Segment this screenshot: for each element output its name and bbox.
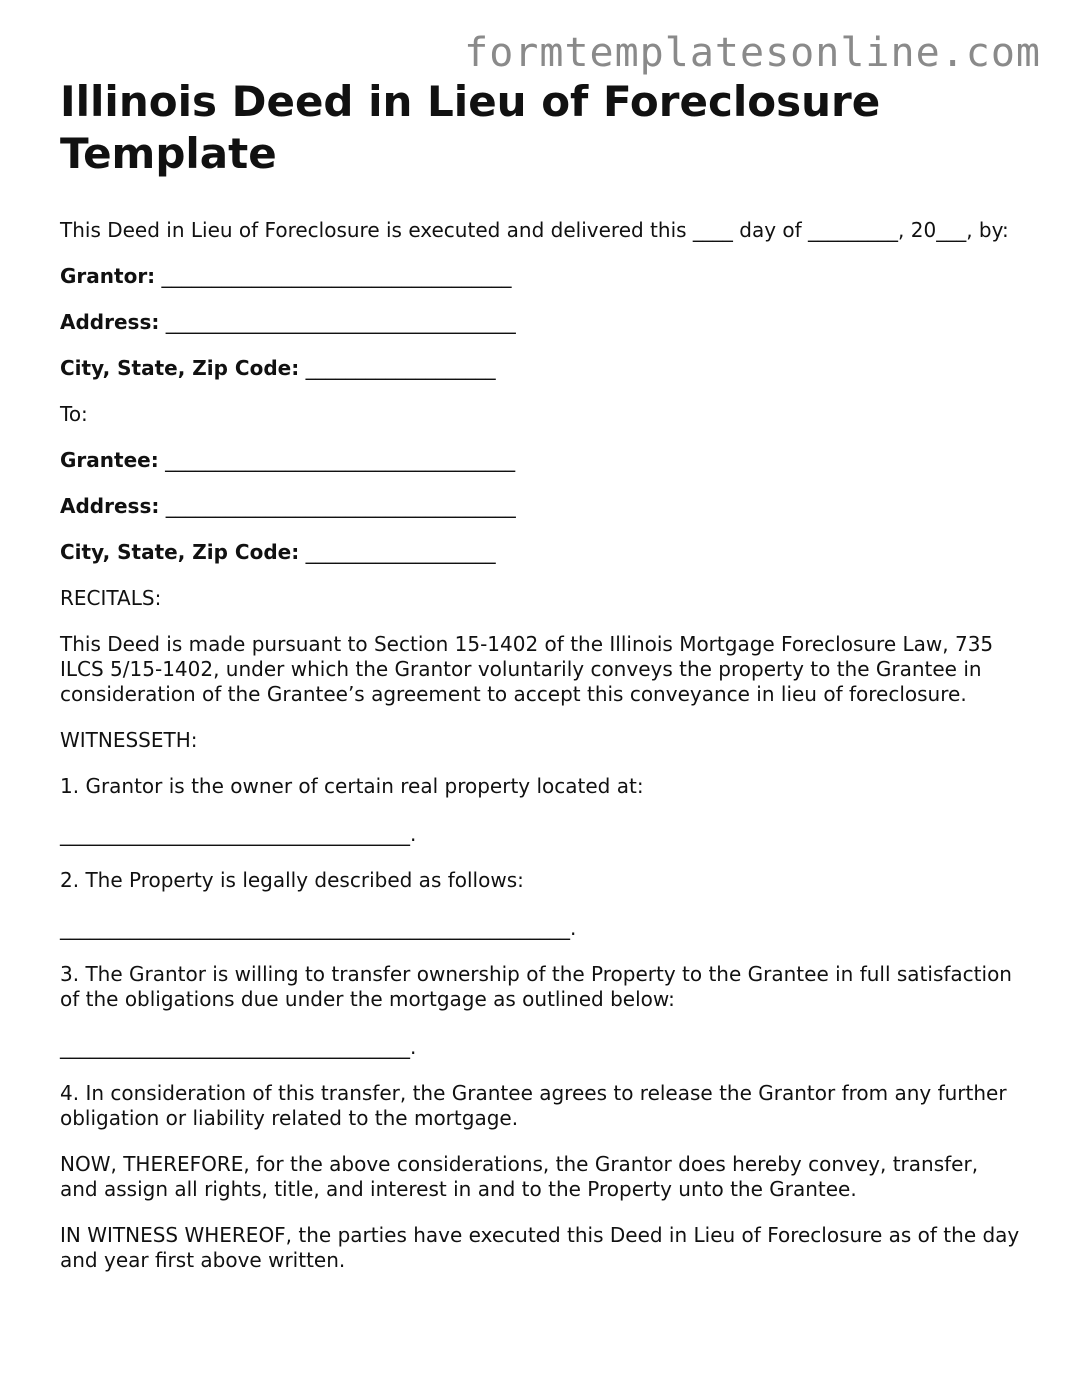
- clause-2-blank: ___________________________________________________.: [60, 916, 577, 940]
- witnesseth-heading: WITNESSETH:: [60, 728, 198, 752]
- clause-3-blank: ___________________________________.: [60, 1035, 417, 1059]
- document-page: [60, 76, 1020, 1294]
- grantor-name-blank: ___________________________________: [161, 264, 512, 288]
- grantee-address-field: [60, 494, 1020, 519]
- to-label: To:: [60, 402, 88, 426]
- clause-3: 3. The Grantor is willing to transfer ownership of the Property to the Grantee in full satisfaction of the obligations due under the mortgage as outlined below:: [60, 962, 1012, 1011]
- grantee-city-blank: ___________________: [305, 540, 496, 564]
- intro-paragraph: This Deed in Lieu of Foreclosure is executed and delivered this ____ day of _________, 20___, by:: [60, 218, 1009, 242]
- in-witness-paragraph: IN WITNESS WHEREOF, the parties have executed this Deed in Lieu of Foreclosure as of the day and year first above written.: [60, 1223, 1020, 1272]
- grantee-city-field: [60, 540, 1020, 565]
- grantor-city-blank: ___________________: [305, 356, 496, 380]
- grantor-address-field: [60, 310, 1020, 335]
- clause-1-blank: ___________________________________.: [60, 822, 417, 846]
- now-therefore-paragraph: NOW, THEREFORE, for the above considerations, the Grantor does hereby convey, transfer, and assign all rights, title, and interest in and to the Property unto the Grantee.: [60, 1152, 979, 1201]
- grantor-address-blank: ___________________________________: [165, 310, 516, 334]
- grantee-name-field: [60, 448, 1020, 473]
- clause-1: 1. Grantor is the owner of certain real property located at:: [60, 774, 644, 798]
- clause-2: 2. The Property is legally described as follows:: [60, 868, 524, 892]
- watermark: formtemplatesonline.com: [464, 30, 1041, 76]
- grantor-name-field: [60, 264, 1020, 289]
- grantor-name-label: Grantor:: [60, 264, 156, 288]
- recitals-heading: RECITALS:: [60, 586, 162, 610]
- grantor-city-label: City, State, Zip Code:: [60, 356, 300, 380]
- grantee-name-blank: ___________________________________: [165, 448, 516, 472]
- grantor-city-field: [60, 356, 1020, 381]
- clause-4: 4. In consideration of this transfer, the Grantee agrees to release the Grantor from any further obligation or liability related to the mortgage.: [60, 1081, 1007, 1130]
- grantee-city-label: City, State, Zip Code:: [60, 540, 300, 564]
- grantor-address-label: Address:: [60, 310, 160, 334]
- grantee-name-label: Grantee:: [60, 448, 159, 472]
- document-title: Illinois Deed in Lieu of Foreclosure Template: [60, 77, 881, 178]
- recitals-paragraph: This Deed is made pursuant to Section 15-1402 of the Illinois Mortgage Foreclosure Law, 735 ILCS 5/15-1402, under which the Grantor voluntarily conveys the property to the Grantee in consideration of the Grantee’s agreement to accept this conveyance in lieu of foreclosure.: [60, 632, 994, 706]
- grantee-address-blank: ___________________________________: [165, 494, 516, 518]
- grantee-address-label: Address:: [60, 494, 160, 518]
